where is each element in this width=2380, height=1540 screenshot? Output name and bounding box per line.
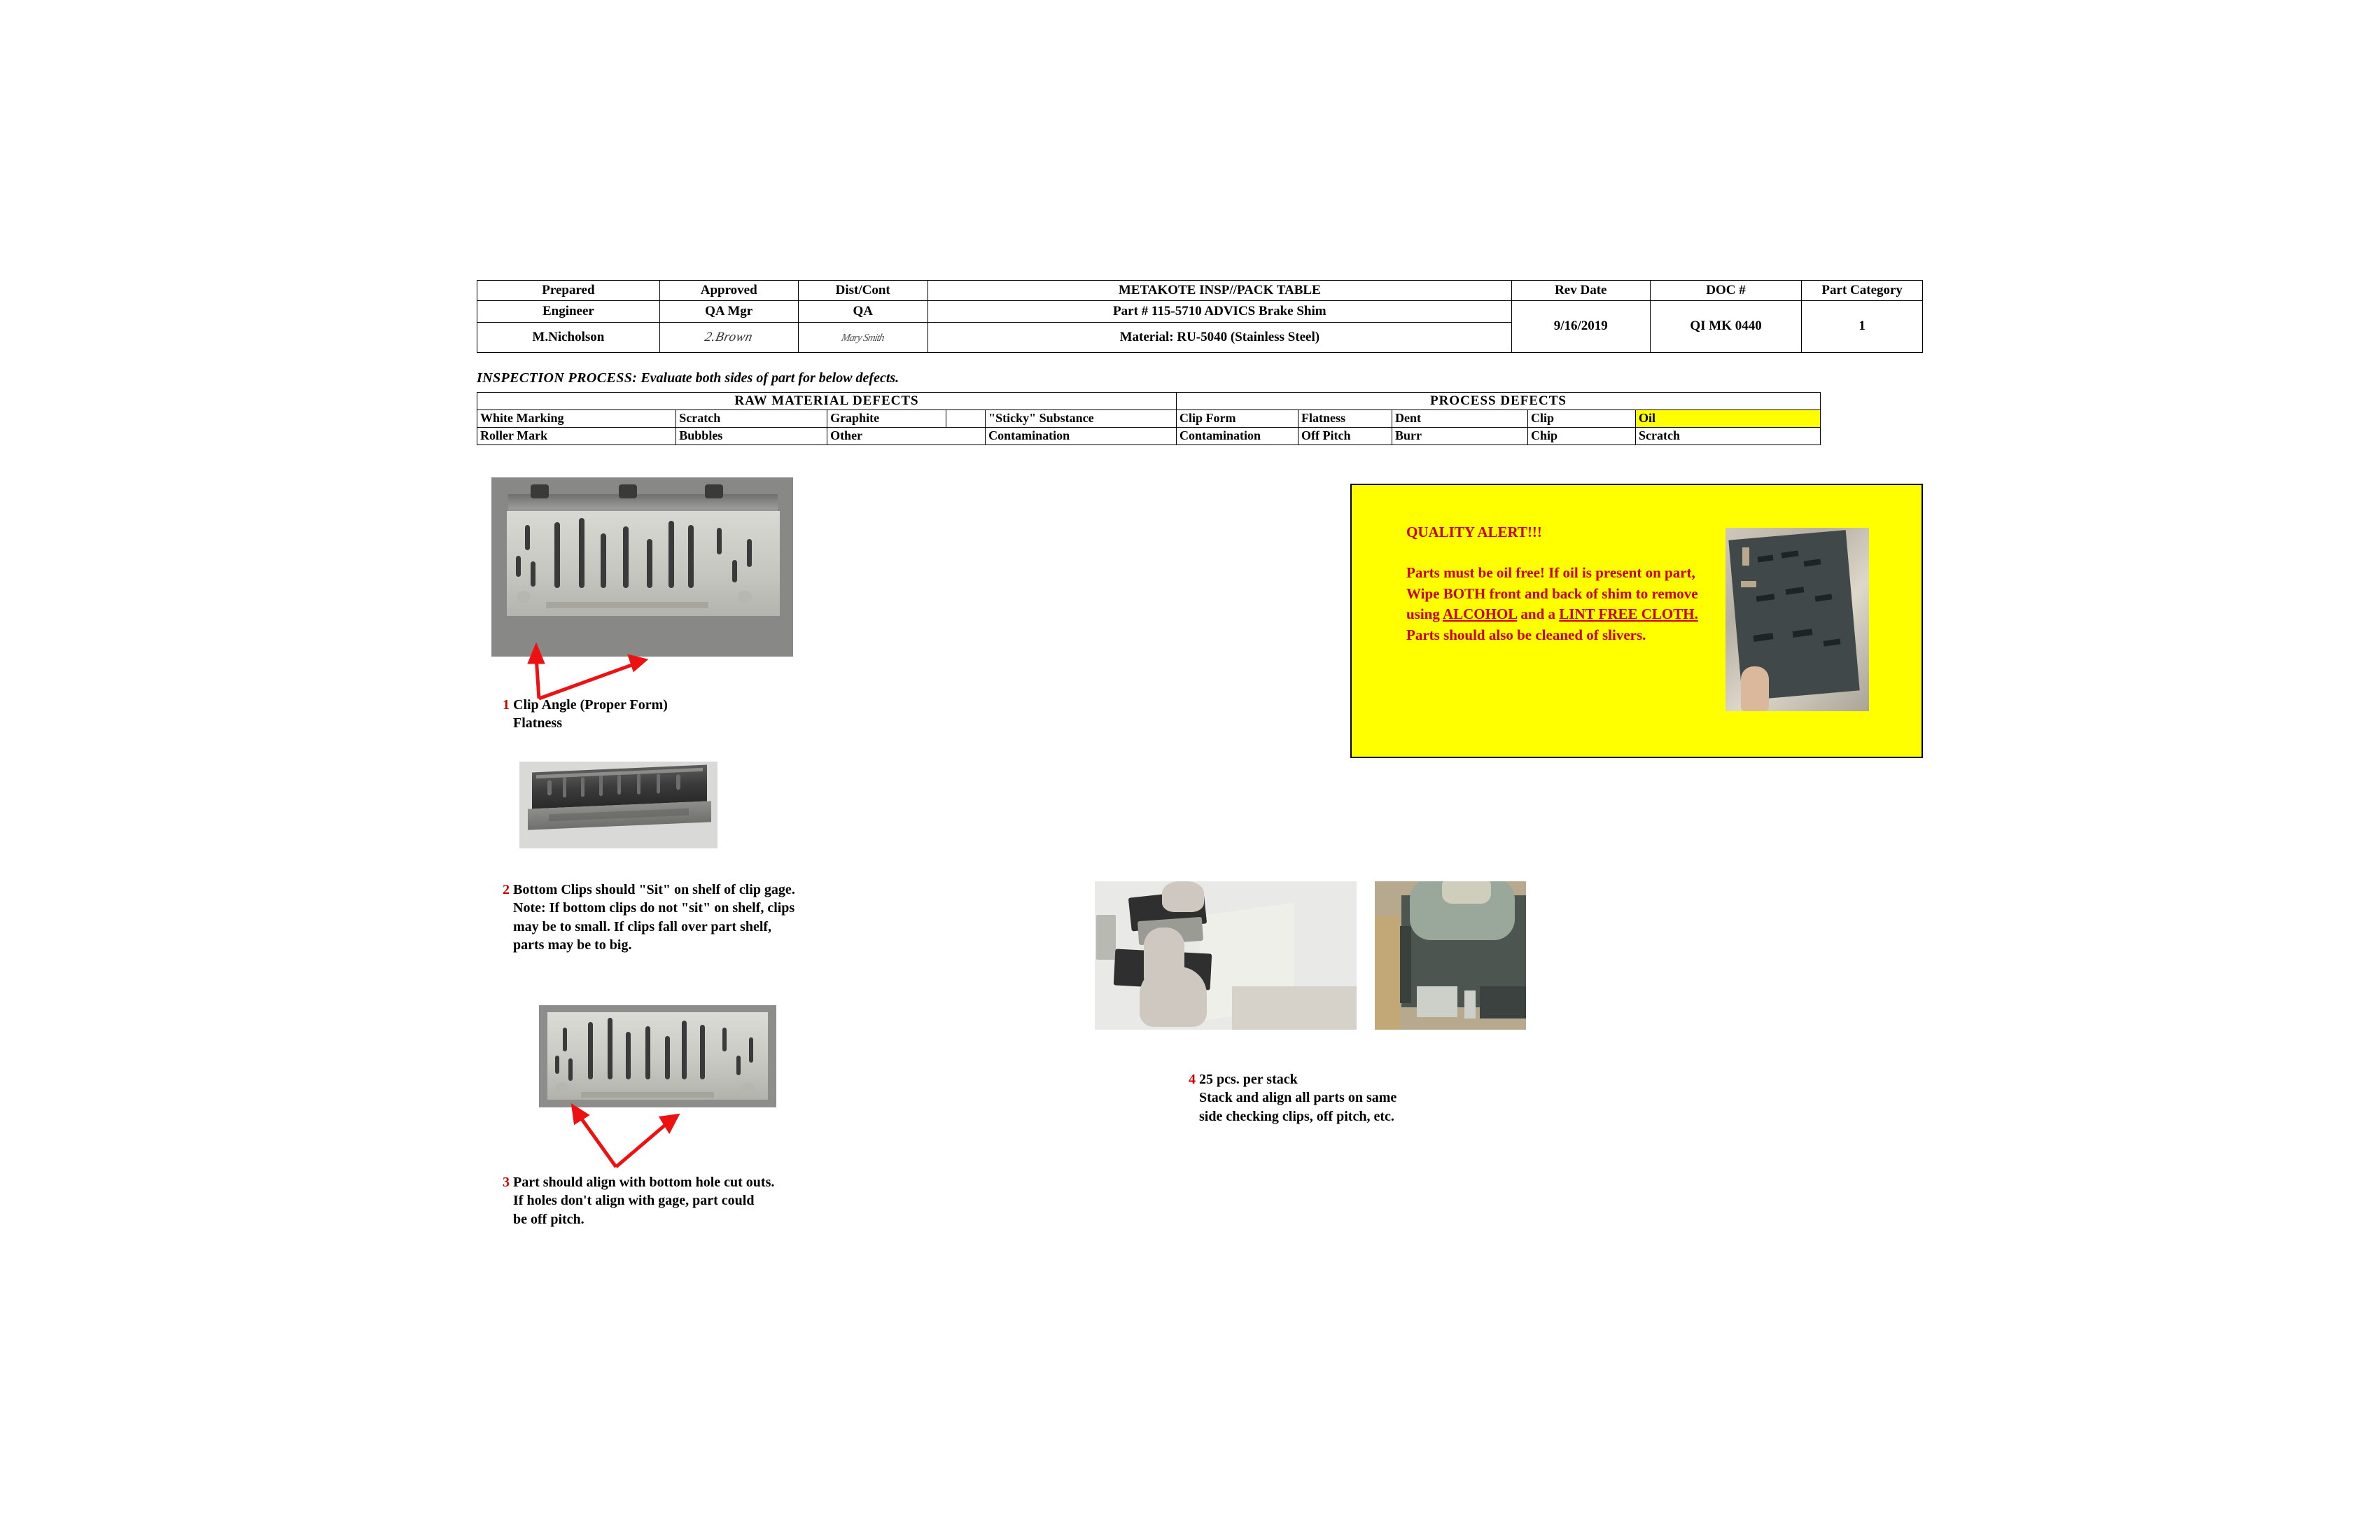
- defects-row-2: [477, 428, 1821, 445]
- defect-other: Other: [827, 428, 986, 445]
- caption-1-number: 1: [503, 697, 513, 713]
- inspection-process-text: Evaluate both sides of part for below defects.: [637, 370, 899, 386]
- defect-sticky-substance: "Sticky" Substance: [986, 410, 1177, 428]
- inspection-process-label: INSPECTION PROCESS:: [477, 370, 638, 386]
- signature-approved-glyph: 2.Brown: [704, 329, 755, 344]
- brake-shim-part: [507, 511, 780, 616]
- approved-signature: [659, 323, 798, 353]
- defect-burr: Burr: [1392, 428, 1528, 445]
- defect-white-marking: White Marking: [477, 410, 676, 428]
- material-cell: Material: RU-5040 (Stainless Steel): [927, 323, 1511, 353]
- caption-2-line-1: Bottom Clips should "Sit" on shelf of clip gage.: [513, 882, 795, 897]
- defect-oil-highlighted: Oil: [1636, 410, 1821, 428]
- defect-contamination-process: Contamination: [1177, 428, 1298, 445]
- caption-3-line-3: be off pitch.: [513, 1211, 584, 1227]
- dist-cont-signature: [798, 323, 927, 353]
- caption-4-line-3: side checking clips, off pitch, etc.: [1199, 1108, 1394, 1124]
- defect-dent: Dent: [1392, 410, 1528, 428]
- role-dist-cont: QA: [798, 301, 927, 323]
- quality-alert-title: QUALITY ALERT!!!: [1406, 524, 1542, 540]
- gage-bolt: [531, 484, 549, 498]
- arrow-group-photo3: [532, 1088, 714, 1180]
- defect-roller-mark: Roller Mark: [477, 428, 676, 445]
- brake-shim-part-alignment: [547, 1012, 768, 1100]
- role-approved: QA Mgr: [659, 301, 798, 323]
- defect-contamination-raw: Contamination: [986, 428, 1177, 445]
- quality-alert-body-2: Parts should also be cleaned of slivers.: [1406, 626, 1646, 644]
- signature-dist-glyph: Mary Smith: [840, 332, 886, 344]
- header-table-column-row: [477, 281, 1923, 301]
- caption-3-line-2: If holes don't align with gage, part could: [513, 1193, 755, 1209]
- defect-clip: Clip: [1528, 410, 1636, 428]
- caption-1-line-1: Clip Angle (Proper Form): [513, 697, 668, 713]
- photo-oily-shim-in-bag: [1726, 528, 1869, 711]
- defects-group-row: [477, 393, 1821, 410]
- header-col-doc-number: DOC #: [1650, 281, 1802, 301]
- quality-alert-emph-alcohol: ALCOHOL: [1442, 606, 1518, 623]
- caption-3: [503, 1173, 774, 1228]
- quality-alert-mid: and a: [1517, 606, 1560, 623]
- defect-scratch-process: Scratch: [1636, 428, 1821, 445]
- group-process-defects: PROCESS DEFECTS: [1177, 393, 1821, 410]
- photo-gloved-hand-aligning-stack: [1375, 881, 1526, 1030]
- quality-alert-box: [1350, 484, 1923, 758]
- role-prepared: Engineer: [477, 301, 660, 323]
- photo-hands-stacking-shims: [1095, 881, 1357, 1030]
- defect-scratch-raw: Scratch: [676, 410, 827, 428]
- caption-2: [503, 881, 795, 955]
- header-col-approved: Approved: [659, 281, 798, 301]
- rev-date-value: 9/16/2019: [1511, 301, 1650, 353]
- caption-4-line-2: Stack and align all parts on same: [1199, 1090, 1397, 1106]
- defect-chip: Chip: [1528, 428, 1636, 445]
- doc-number-value: QI MK 0440: [1650, 301, 1802, 353]
- caption-4-number: 4: [1189, 1072, 1199, 1087]
- group-raw-material-defects: RAW MATERIAL DEFECTS: [477, 393, 1177, 410]
- part-number-cell: Part # 115-5710 ADVICS Brake Shim: [927, 301, 1511, 323]
- caption-2-line-4: parts may be to big.: [513, 937, 632, 953]
- part-category-value: 1: [1802, 301, 1923, 353]
- defect-clip-form: Clip Form: [1177, 410, 1298, 428]
- prepared-by-name: M.Nicholson: [477, 323, 660, 353]
- defect-spacer-cell: [946, 410, 986, 428]
- defect-flatness: Flatness: [1298, 410, 1392, 428]
- caption-2-line-2: Note: If bottom clips do not "sit" on shelf, clips: [513, 900, 795, 916]
- quality-alert-text: [1406, 522, 1707, 646]
- gage-bolt: [619, 484, 637, 498]
- header-col-dist-cont: Dist/Cont: [798, 281, 927, 301]
- quality-alert-body-1: Parts must be oil free! If oil is present on part, Wipe BOTH front and back of shim to remove using: [1406, 564, 1698, 623]
- header-col-doc-title: METAKOTE INSP//PACK TABLE: [927, 281, 1511, 301]
- finger: [1741, 666, 1769, 711]
- caption-4-line-1: 25 pcs. per stack: [1199, 1072, 1298, 1087]
- header-table-role-row: [477, 301, 1923, 323]
- caption-1-line-2: Flatness: [513, 715, 562, 732]
- defect-bubbles: Bubbles: [676, 428, 827, 445]
- defect-off-pitch: Off Pitch: [1298, 428, 1392, 445]
- defect-graphite: Graphite: [827, 410, 946, 428]
- defects-table: [477, 392, 1821, 445]
- caption-4: [1189, 1070, 1396, 1126]
- document-header-table: [477, 280, 1923, 353]
- gage-bolt: [705, 484, 723, 498]
- arrow-group-photo1: [490, 616, 672, 707]
- header-col-rev-date: Rev Date: [1511, 281, 1650, 301]
- caption-1: [503, 696, 668, 733]
- quality-alert-emph-cloth: LINT FREE CLOTH.: [1559, 606, 1698, 623]
- caption-3-number: 3: [503, 1175, 513, 1190]
- header-col-part-category: Part Category: [1802, 281, 1923, 301]
- photo-clip-gage-side-view: [519, 762, 718, 848]
- caption-2-line-3: may be to small. If clips fall over part shelf,: [513, 918, 772, 934]
- inspection-process-line: [477, 370, 899, 386]
- defects-row-1: [477, 410, 1821, 428]
- header-col-prepared: Prepared: [477, 281, 660, 301]
- caption-2-number: 2: [503, 882, 513, 897]
- caption-3-line-1: Part should align with bottom hole cut outs.: [513, 1175, 775, 1190]
